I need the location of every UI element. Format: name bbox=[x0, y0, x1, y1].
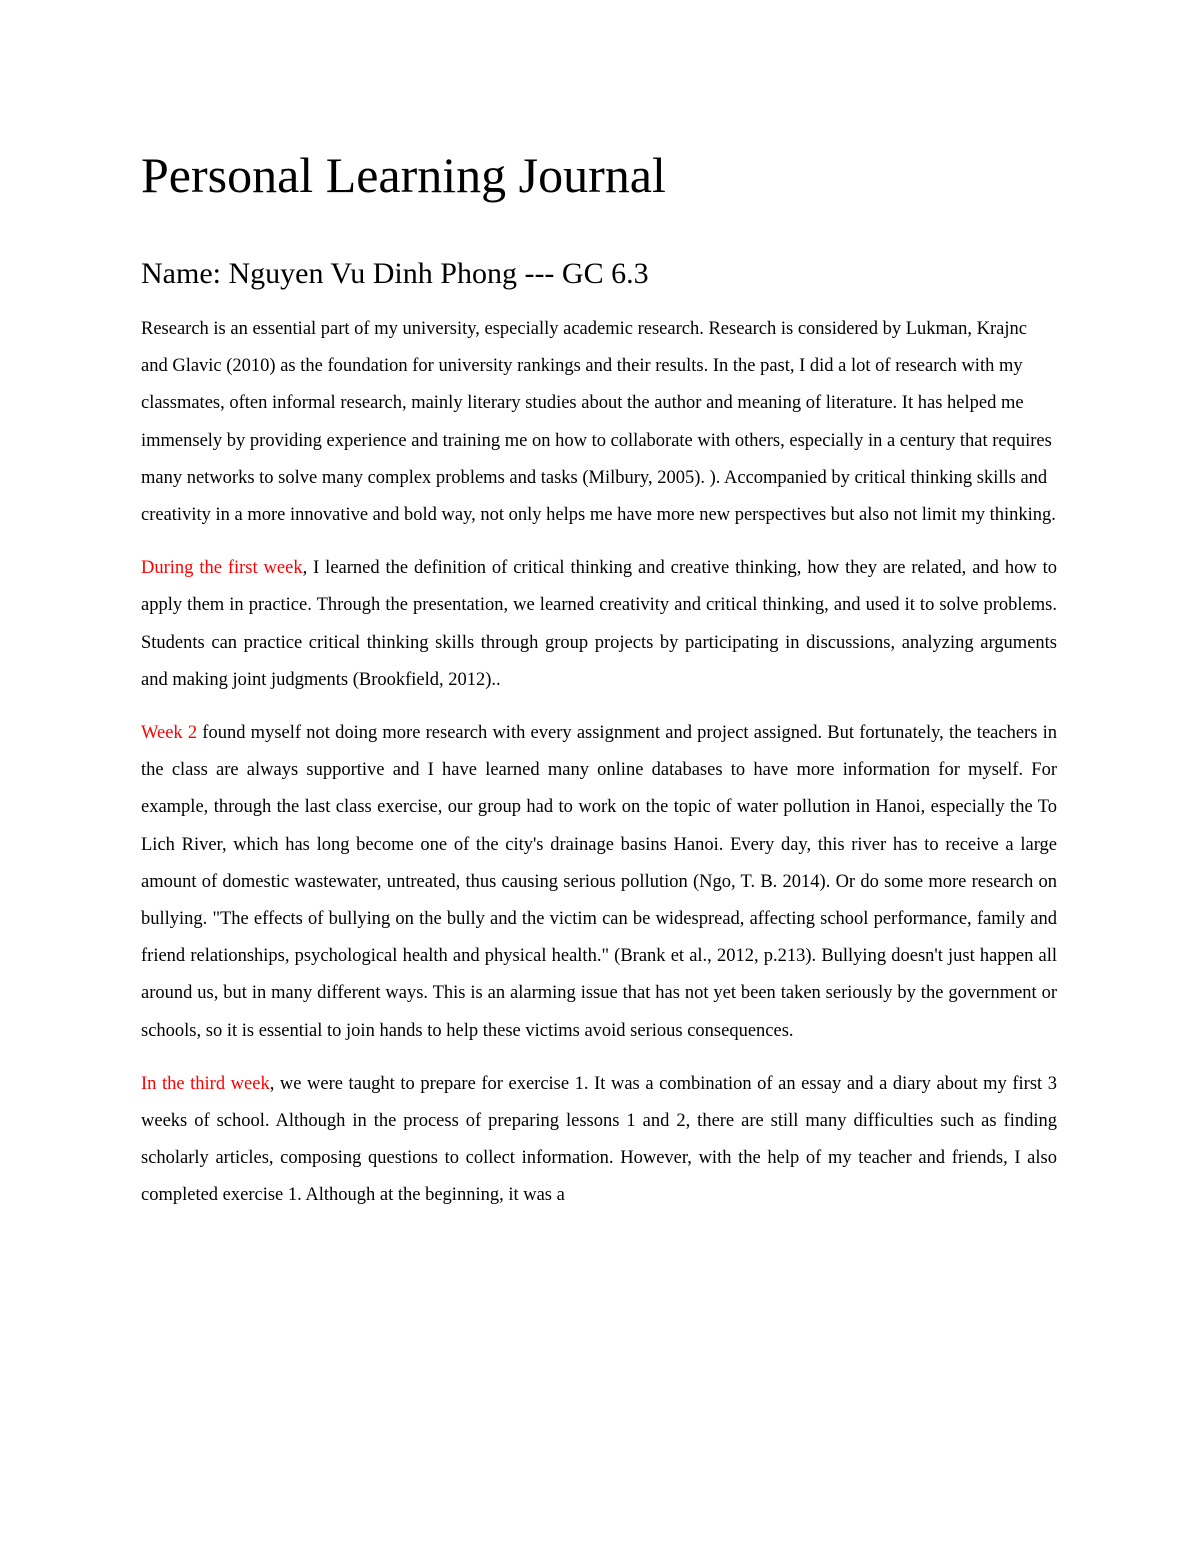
document-body bbox=[141, 142, 1057, 1215]
week3-paragraph bbox=[141, 1066, 1057, 1215]
intro-text: Research is an essential part of my university, especially academic research. Research is considered by Lukman, Krajnc and Glavic (2010) as the foundation for university rankings and their results. In the past, I did a lot of research with my classmates, often informal research, mainly literary studies about the author and meaning of literature. It has helped me immensely by providing experience and training me on how to collaborate with others, especially in a century that requires many networks to solve many complex problems and tasks (Milbury, 2005). ). Accompanied by critical thinking skills and creativity in a more innovative and bold way, not only helps me have more new perspectives but also not limit my thinking. bbox=[141, 319, 1056, 526]
week3-heading: In the third week bbox=[141, 1073, 270, 1094]
intro-paragraph bbox=[141, 311, 1057, 534]
week2-heading: Week 2 bbox=[141, 723, 198, 744]
week1-text: , I learned the definition of critical thinking and creative thinking, how they are related, and how to apply them in practice. Through the presentation, we learned creativity and critical thinking, and used it to solve problems. Students can practice critical thinking skills through group projects by participating in discussions, analyzing arguments and making joint judgments (Brookfield, 2012).. bbox=[141, 558, 1057, 690]
week3-text: , we were taught to prepare for exercise 1. It was a combination of an essay and a diary about my first 3 weeks of school. Although in the process of preparing lessons 1 and 2, there are still many difficulties such as finding scholarly articles, composing questions to collect information. However, with the help of my teacher and friends, I also completed exercise 1. Although at the beginning, it was a bbox=[141, 1073, 1057, 1206]
page-title: Personal Learning Journal bbox=[141, 147, 666, 203]
week1-paragraph bbox=[141, 550, 1057, 699]
week2-text: found myself not doing more research with every assignment and project assigned. But fortunately, the teachers in the class are always supportive and I have learned many online databases to have more information for myself. For example, through the last class exercise, our group had to work on the topic of water pollution in Hanoi, especially the To Lich River, which has long become one of the city's drainage basins Hanoi. Every day, this river has to receive a large amount of domestic wastewater, untreated, thus causing serious pollution (Ngo, T. B. 2014). Or do some more research on bullying. "The effects of bullying on the bully and the victim can be widespread, affecting school performance, family and friend relationships, psychological health and physical health." (Brank et al., 2012, p.213). Bullying doesn't just happen all around us, but in many different ways. This is an alarming issue that has not yet been taken seriously by the government or schools, so it is essential to join hands to help these victims avoid serious consequences. bbox=[141, 723, 1057, 1041]
author-name-line: Name: Nguyen Vu Dinh Phong --- GC 6.3 bbox=[141, 257, 649, 290]
week2-paragraph bbox=[141, 715, 1057, 1050]
week1-heading: During the first week bbox=[141, 558, 303, 579]
